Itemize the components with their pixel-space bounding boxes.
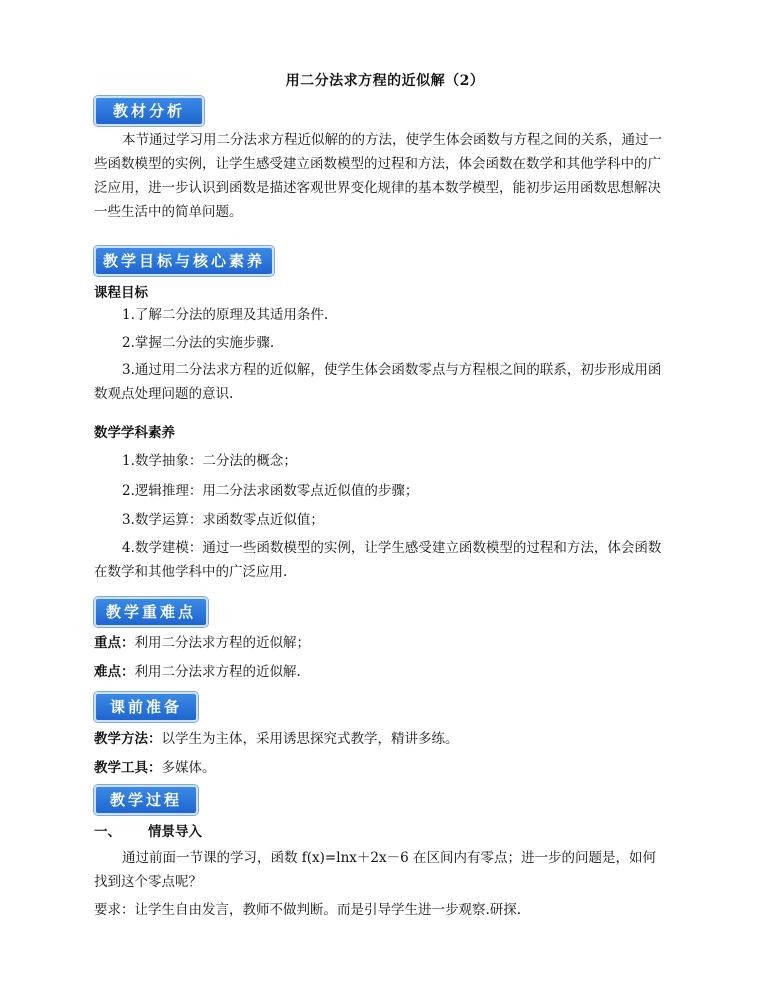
- course-goals-label: 课程目标: [94, 285, 148, 301]
- course-goal-item: 1.了解二分法的原理及其适用条件.: [122, 307, 329, 323]
- literacy-item: 2.逻辑推理：用二分法求函数零点近似值的步骤；: [122, 483, 419, 499]
- literacy-label: 数学学科素养: [94, 425, 175, 441]
- difficult-point-label: 难点：: [94, 664, 135, 680]
- teaching-method-line: [94, 729, 459, 749]
- key-point-line: [94, 633, 310, 653]
- teaching-tools-text: 多媒体。: [161, 760, 216, 776]
- course-goal-item: 2.掌握二分法的实施步骤.: [122, 335, 275, 351]
- course-goal-item: 3.通过用二分法求方程的近似解，使学生体会函数零点与方程根之间的联系，初步形成用函数观点处理问题的意识.: [94, 362, 662, 402]
- section-banner-goals: 教学目标与核心素养: [94, 246, 274, 276]
- intro-paragraph: 通过前面一节课的学习，函数 f(x)=lnx＋2x－6 在区间内有零点；进一步的问题是，如何找到这个零点呢？: [94, 850, 656, 890]
- section-banner-key-points: 教学重难点: [94, 597, 208, 627]
- section-banner-process: 教学过程: [94, 785, 198, 815]
- teaching-tools-label: 教学工具：: [94, 760, 162, 776]
- section-banner-analysis: 教材分析: [94, 96, 204, 126]
- analysis-paragraph: 本节通过学习用二分法求方程近似解的的方法，使学生体会函数与方程之间的关系，通过一些函数模型的实例，让学生感受建立函数模型的过程和方法，体会函数在数学和其他学科中的广泛应用，进一步认识到函数是描述客观世界变化规律的基本数学模型，能初步运用函数思想解决一些生活中的简单问题。: [94, 132, 662, 220]
- teaching-method-text: 以学生为主体，采用诱思探究式教学，精讲多练。: [161, 731, 459, 747]
- literacy-item: 4.数学建模：通过一些函数模型的实例，让学生感受建立函数模型的过程和方法，体会函数在数学和其他学科中的广泛应用.: [94, 540, 662, 580]
- literacy-item: 3.数学运算：求函数零点近似值；: [122, 512, 324, 528]
- literacy-item: 1.数学抽象：二分法的概念；: [122, 453, 297, 469]
- difficult-point-text: 利用二分法求方程的近似解.: [134, 664, 301, 680]
- step-title: 情景导入: [148, 824, 202, 840]
- difficult-point-line: [94, 662, 301, 682]
- step-number: 一、: [94, 824, 121, 840]
- teaching-tools-line: [94, 758, 216, 778]
- teaching-method-label: 教学方法：: [94, 731, 162, 747]
- requirement-text: 要求：让学生自由发言，教师不做判断。而是引导学生进一步观察.研探.: [94, 902, 522, 918]
- key-point-label: 重点：: [94, 635, 135, 651]
- section-banner-prep: 课前准备: [94, 692, 198, 722]
- page-title: 用二分法求方程的近似解（2）: [285, 73, 485, 89]
- key-point-text: 利用二分法求方程的近似解；: [134, 635, 310, 651]
